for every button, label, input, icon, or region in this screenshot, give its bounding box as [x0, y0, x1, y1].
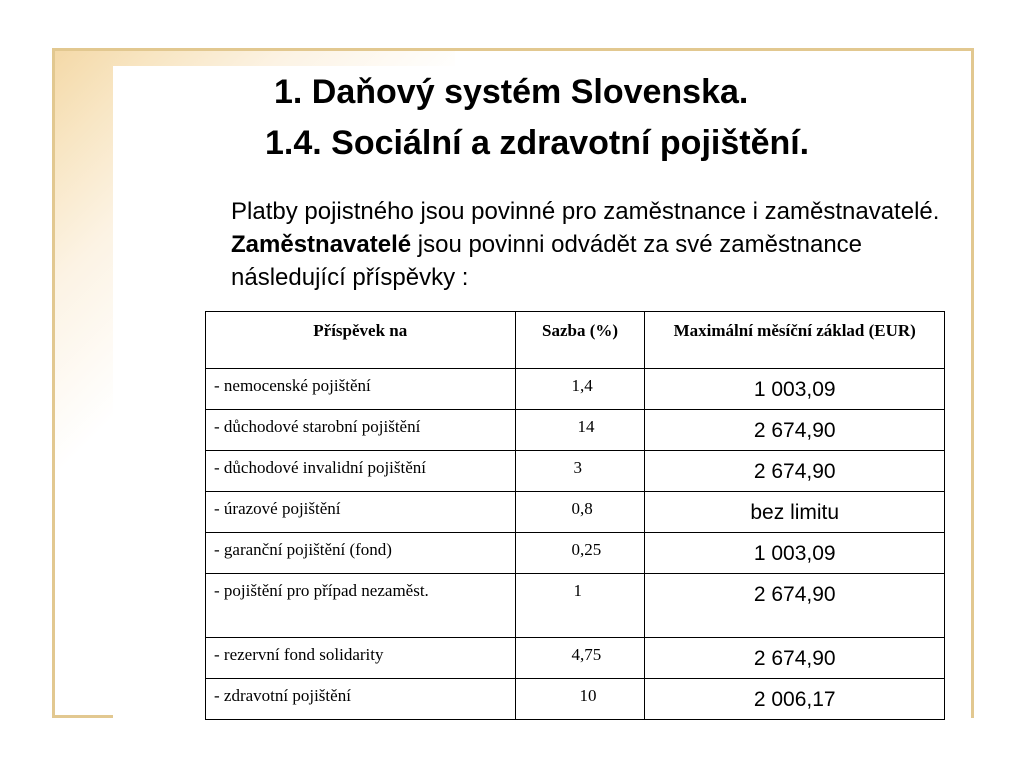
intro-text-1: Platby pojistného jsou povinné pro zaměstnance i zaměstnavatelé. — [231, 198, 940, 225]
rate-value: 4,75 — [571, 645, 602, 664]
table-header-row — [206, 312, 945, 369]
intro-bold-text: Zaměstnavatelé — [231, 231, 412, 258]
contribution-max-base: bez limitu — [645, 492, 945, 533]
contribution-max-base: 2 674,90 — [645, 451, 945, 492]
contribution-max-base: 2 674,90 — [645, 574, 945, 638]
table-row — [206, 679, 945, 720]
contribution-max-base: 2 006,17 — [645, 679, 945, 720]
contribution-name: - pojištění pro případ nezaměst. — [206, 574, 516, 638]
slide-subtitle: 1.4. Sociální a zdravotní pojištění. — [265, 124, 810, 162]
contribution-rate — [515, 492, 645, 533]
table-row — [206, 533, 945, 574]
rate-value: 14 — [577, 417, 595, 436]
rate-value: 3 — [573, 458, 583, 477]
contribution-max-base: 2 674,90 — [645, 410, 945, 451]
table-row — [206, 451, 945, 492]
contribution-name: - nemocenské pojištění — [206, 369, 516, 410]
contribution-name: - zdravotní pojištění — [206, 679, 516, 720]
table-row — [206, 574, 945, 638]
intro-paragraph — [231, 195, 951, 294]
contribution-name: - rezervní fond solidarity — [206, 638, 516, 679]
contribution-name: - důchodové invalidní pojištění — [206, 451, 516, 492]
table-row — [206, 369, 945, 410]
table-row — [206, 638, 945, 679]
contribution-rate — [515, 410, 645, 451]
contribution-name: - důchodové starobní pojištění — [206, 410, 516, 451]
table-row — [206, 492, 945, 533]
rate-value: 1,4 — [571, 376, 593, 395]
contribution-name: - úrazové pojištění — [206, 492, 516, 533]
intro-text-2: jsou povinni odvádět za své zaměstnance následující příspěvky : — [231, 231, 863, 291]
rate-value: 10 — [579, 686, 597, 705]
header-rate: Sazba (%) — [515, 312, 645, 369]
table-row — [206, 410, 945, 451]
contribution-rate — [515, 369, 645, 410]
contributions-table — [205, 311, 945, 720]
rate-value: 0,8 — [571, 499, 593, 518]
contribution-max-base: 1 003,09 — [645, 533, 945, 574]
contribution-rate — [515, 574, 645, 638]
contribution-rate — [515, 679, 645, 720]
contribution-name: - garanční pojištění (fond) — [206, 533, 516, 574]
contribution-max-base: 1 003,09 — [645, 369, 945, 410]
rate-value: 1 — [573, 581, 583, 600]
rate-value: 0,25 — [571, 540, 602, 559]
slide-title: 1. Daňový systém Slovenska. — [274, 73, 749, 111]
contribution-rate — [515, 451, 645, 492]
contribution-max-base: 2 674,90 — [645, 638, 945, 679]
header-contribution: Příspěvek na — [206, 312, 516, 369]
contribution-rate — [515, 638, 645, 679]
contribution-rate — [515, 533, 645, 574]
header-max-base: Maximální měsíční základ (EUR) — [645, 312, 945, 369]
